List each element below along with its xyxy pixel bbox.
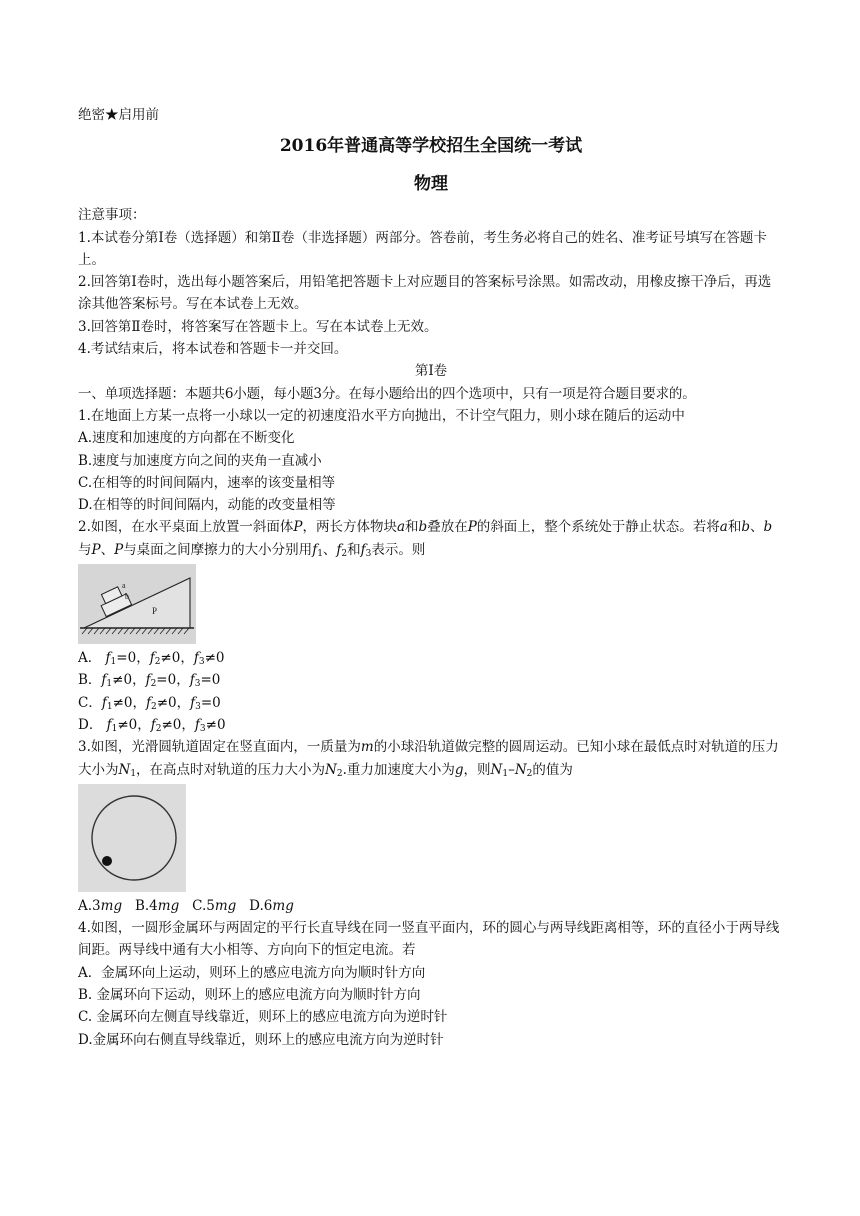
circular-track-figure xyxy=(78,784,186,892)
q4-option-a: A．金属环向上运动，则环上的感应电流方向为顺时针方向 xyxy=(78,964,426,981)
exam-title: 2016年普通高等学校招生全国统一考试 xyxy=(279,136,583,157)
q1-option-a: A.速度和加速度的方向都在不断变化 xyxy=(78,430,295,447)
q2-stem: 2.如图，在水平桌面上放置一斜面体P，两长方体物块a和b叠放在P的斜面上，整个系统处于静止状态。若将a和b、b与P、P与桌面之间摩擦力的大小分别用$f_1$、$f_2$和$f_3$表示。则 xyxy=(78,519,773,559)
incline-p-label: P xyxy=(152,606,158,617)
block-b-label: b xyxy=(125,592,129,602)
q2-option-b: B．$f_1\ne 0$，$f_2=0$，$f_3=0$ xyxy=(78,672,221,690)
q1-option-d: D.在相等的时间间隔内，动能的改变量相等 xyxy=(78,497,336,514)
subject-title: 物理 xyxy=(414,174,448,195)
q4-option-b: B. 金属环向下运动，则环上的感应电流方向为顺时针方向 xyxy=(78,987,421,1004)
notice-heading: 注意事项： xyxy=(78,207,146,224)
section-heading: 一、单项选择题：本题共6小题，每小题3分。在每小题给出的四个选项中，只有一项是符合题目要求的。 xyxy=(78,385,696,402)
part1-title: 第Ⅰ卷 xyxy=(414,363,448,380)
q3-stem: 3.如图，光滑圆轨道固定在竖直面内，一质量为m的小球沿轨道做完整的圆周运动。已知小球在最低点时对轨道的压力大小为$N_1$，在高点时对轨道的压力大小为$N_2$.重力加速度大小为g，则$N_1-N_2$的值为 xyxy=(78,739,779,779)
q1-stem: 1.在地面上方某一点将一小球以一定的初速度沿水平方向抛出，不计空气阻力，则小球在随后的运动中 xyxy=(78,407,685,424)
notice-item-4: 4.考试结束后，将本试卷和答题卡一并交回。 xyxy=(78,341,348,358)
notice-item-1: 1.本试卷分第Ⅰ卷（选择题）和第Ⅱ卷（非选择题）两部分。答卷前，考生务必将自己的姓名、准考证号填写在答题卡上。 xyxy=(78,229,767,268)
q1-option-b: B.速度与加速度方向之间的夹角一直减小 xyxy=(78,452,322,469)
q2-option-a: A． $f_1=0$，$f_2\ne 0$，$f_3\ne 0$ xyxy=(78,650,225,668)
exam-page xyxy=(78,104,784,1051)
notice-item-3: 3.回答第Ⅱ卷时，将答案写在答题卡上。写在本试卷上无效。 xyxy=(78,318,438,335)
block-a-label: a xyxy=(122,581,126,591)
q2-option-c: C．$f_1\ne 0$，$f_2\ne 0$，$f_3=0$ xyxy=(78,694,221,712)
q4-stem: 4.如图，一圆形金属环与两固定的平行长直导线在同一竖直平面内，环的圆心与两导线距离相等，环的直径小于两导线间距。两导线中通有大小相等、方向向下的恒定电流。若 xyxy=(78,920,780,959)
q4-option-d: D.金属环向右侧直导线靠近，则环上的感应电流方向为逆时针 xyxy=(78,1031,444,1048)
q2-option-d: D． $f_1\ne 0$，$f_2\ne 0$，$f_3\ne 0$ xyxy=(78,716,226,734)
secret-label: 绝密★启用前 xyxy=(78,107,159,123)
q3-answers: A.3mg B.4mg C.5mg D.6mg xyxy=(78,897,294,914)
q4-option-c: C. 金属环向左侧直导线靠近，则环上的感应电流方向为逆时针 xyxy=(78,1009,448,1026)
notice-item-2: 2.回答第Ⅰ卷时，选出每小题答案后，用铅笔把答题卡上对应题目的答案标号涂黑。如需改动，用橡皮擦干净后，再选涂其他答案标号。写在本试卷上无效。 xyxy=(78,274,772,313)
q1-option-c: C.在相等的时间间隔内，速率的该变量相等 xyxy=(78,474,336,491)
incline-figure xyxy=(78,564,196,644)
